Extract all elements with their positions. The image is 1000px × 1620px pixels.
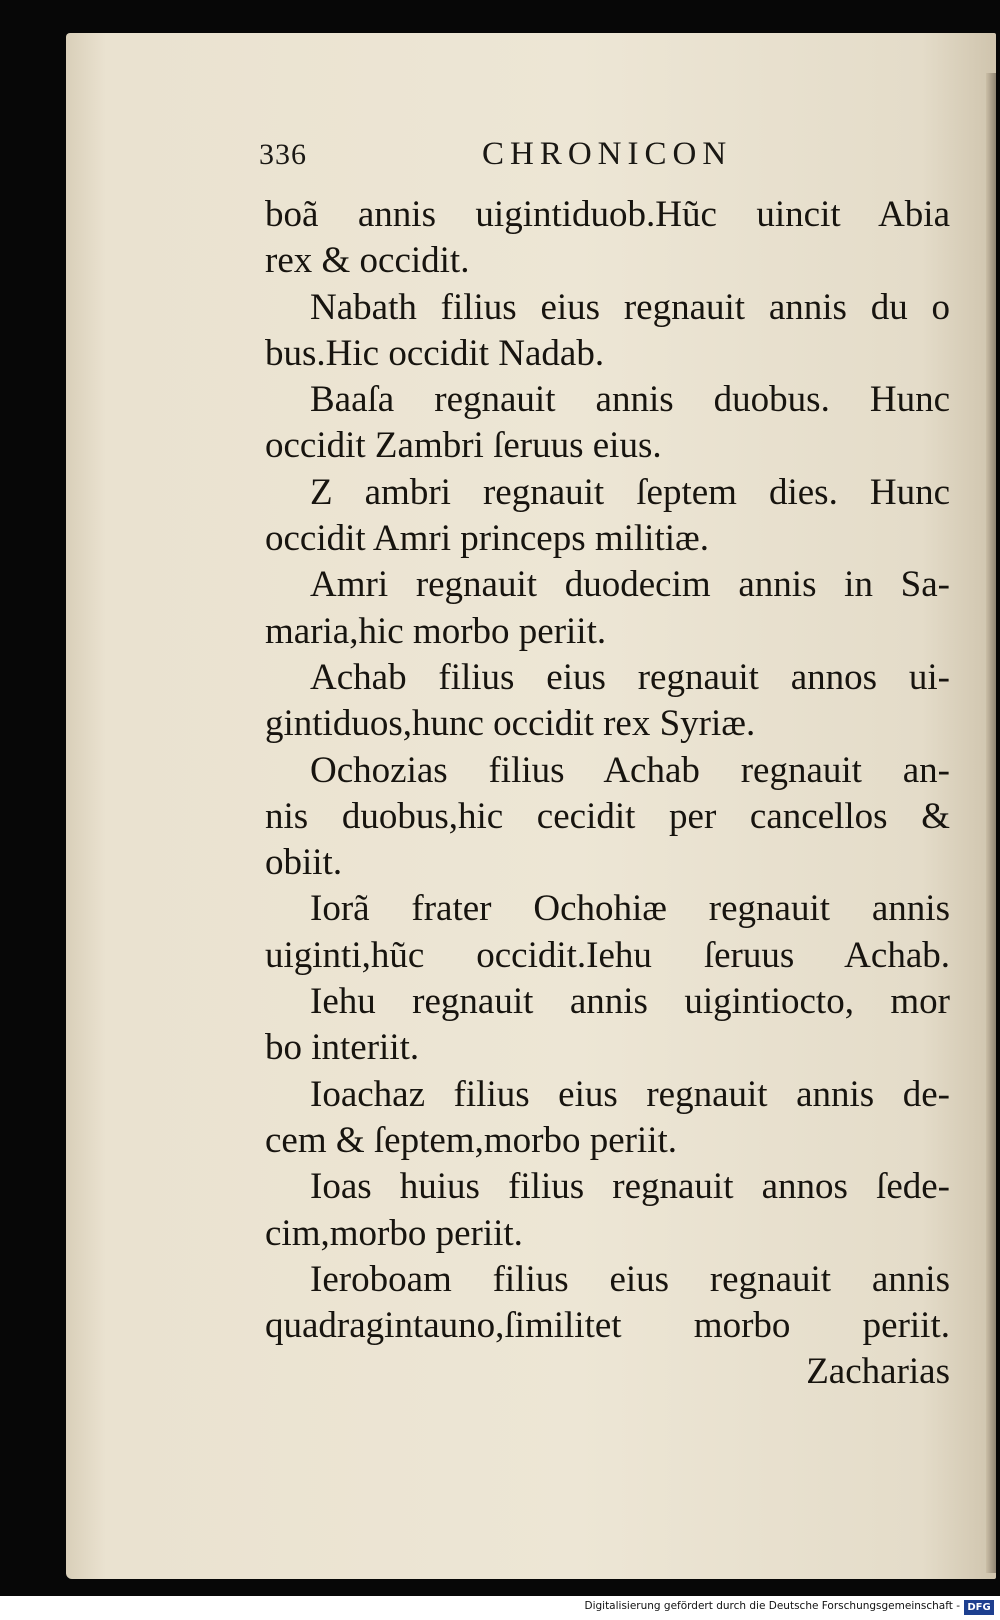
text-line: occidit Amri princeps militiæ.: [265, 518, 709, 560]
text-line: Iorã frater Ochohiæ regnauit annis: [310, 888, 950, 930]
text-line: Ieroboam filius eius regnauit annis: [310, 1258, 950, 1300]
text-line: cim,morbo periit.: [265, 1212, 523, 1254]
text-line: nis duobus,hic cecidit per cancellos &: [265, 795, 950, 837]
page-number: 336: [259, 138, 307, 171]
body-text: [265, 192, 950, 1396]
running-head: [237, 130, 957, 180]
text-line: occidit Zambri ſeruus eius.: [265, 425, 662, 467]
text-line: Achab filius eius regnauit annos ui-: [310, 656, 950, 698]
digitization-footer: [0, 1596, 1000, 1620]
text-line: Ioas huius filius regnauit annos ſede-: [310, 1166, 950, 1208]
text-line: uiginti,hũc occidit.Iehu ſeruus Achab.: [265, 934, 950, 976]
text-line: maria,hic morbo periit.: [265, 610, 607, 652]
text-line: obiit.: [265, 842, 343, 884]
text-line: quadragintauno,ſimilitet morbo periit.: [265, 1305, 950, 1347]
text-line: Baaſa regnauit annis duobus. Hunc: [310, 379, 950, 421]
running-title: CHRONICON: [482, 136, 733, 172]
text-line: rex & occidit.: [265, 240, 470, 282]
text-line: Ochozias filius Achab regnauit an-: [310, 749, 950, 791]
dfg-logo: DFG: [964, 1600, 994, 1615]
text-line: Iehu regnauit annis uigintiocto, mor: [310, 981, 950, 1023]
funding-credit: Digitalisierung gefördert durch die Deutsche Forschungsgemeinschaft -: [584, 1600, 960, 1612]
text-line: Nabath filius eius regnauit annis du o: [310, 286, 950, 328]
text-line: gintiduos,hunc occidit rex Syriæ.: [265, 703, 756, 745]
text-line: Amri regnauit duodecim annis in Sa-: [310, 564, 950, 606]
catchword: Zacharias: [806, 1351, 950, 1393]
page-edge-shadow: [986, 73, 996, 1573]
text-line: Ioachaz filius eius regnauit annis de-: [310, 1073, 950, 1115]
text-line: Z ambri regnauit ſeptem dies. Hunc: [310, 471, 950, 513]
text-line: bo interiit.: [265, 1027, 420, 1069]
text-line: bus.Hic occidit Nadab.: [265, 332, 605, 374]
text-line: boã annis uigintiduob.Hũc uincit Abia: [265, 194, 950, 235]
text-line: cem & ſeptem,morbo periit.: [265, 1119, 678, 1161]
